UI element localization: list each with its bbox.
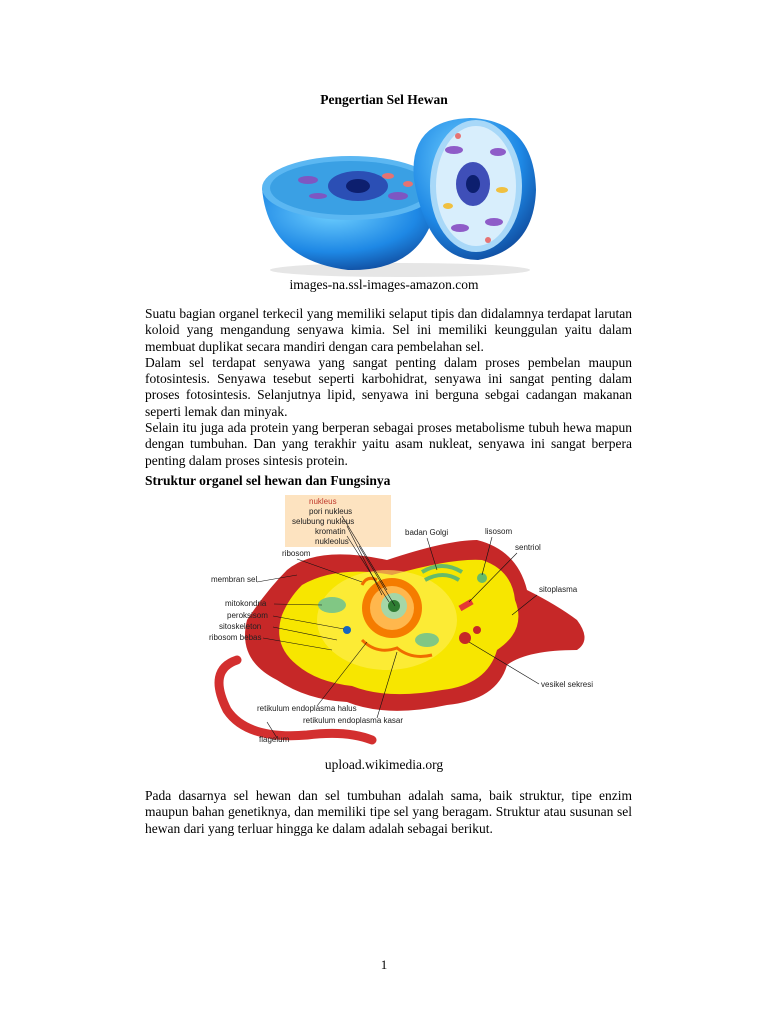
- closing-paragraph: Pada dasarnya sel hewan dan sel tumbuhan adalah sama, baik struktur, tipe enzim maupun bahan genetiknya, dan memiliki tipe sel yang beragam. Struktur atau susunan sel hewan dari yang terluar hingga ke dalam adalah sebagai berikut.: [145, 788, 632, 836]
- paragraph-3: Selain itu juga ada protein yang berperan sebagai proses metabolisme tubuh hewa mapun dengan tumbuhan. Dan yang terakhir yaitu asam nukleat, senyawa ini sangat berpera penting dalam proses sintesis protein.: [145, 420, 632, 468]
- label-flagelum: flagelum: [259, 735, 290, 744]
- page-title: Pengertian Sel Hewan: [320, 92, 448, 107]
- label-lisosom: lisosom: [485, 527, 513, 536]
- label-sentriol: sentriol: [515, 543, 541, 552]
- label-sitoskeleton: sitoskeleton: [219, 622, 262, 631]
- label-membran-sel: membran sel: [211, 575, 258, 584]
- paragraph-1: Suatu bagian organel terkecil yang memiliki selaput tipis dan didalamnya terdapat larutan koloid yang mengandung senyawa kimia. Sel ini memiliki keunggulan yaitu dalam membuat duplikat secara mandiri dengan cara pembelahan sel.: [145, 306, 632, 354]
- paragraph-2: Dalam sel terdapat senyawa yang sangat penting dalam proses pembelan maupun fotosintesis. Senyawa tesebut seperti karbohidrat, senyawa ini sangat penting dalam proses fotosintesis. Selanjutnya lipid, senyawa ini berguna sebgai cadangan makanan seperti lemak dan minyak.: [145, 354, 632, 419]
- label-sitoplasma: sitoplasma: [539, 585, 578, 594]
- label-kromatin: kromatin: [315, 527, 346, 536]
- label-mitokondria: mitokondria: [225, 599, 267, 608]
- label-pori-nukleus: pori nukleus: [309, 507, 353, 516]
- figure-2-caption: upload.wikimedia.org: [324, 757, 444, 772]
- figure-1-caption: images-na.ssl-images-amazon.com: [289, 277, 479, 292]
- label-nukleus: nukleus: [309, 497, 337, 506]
- label-vesikel-sekresi: vesikel sekresi: [541, 680, 594, 689]
- cell-3d-illustration: [258, 110, 542, 278]
- animal-cell-diagram: [197, 490, 619, 752]
- label-re-kasar: retikulum endoplasma kasar: [303, 716, 404, 725]
- intro-paragraphs: [145, 306, 632, 469]
- label-ribosom: ribosom: [282, 549, 311, 558]
- label-ribosom-bebas: ribosom bebas: [209, 633, 262, 642]
- label-re-halus: retikulum endoplasma halus: [257, 704, 357, 713]
- page-number: 1: [380, 957, 388, 972]
- label-nukleolus: nukleolus: [315, 537, 349, 546]
- label-peroksisom: peroksisom: [227, 611, 268, 620]
- label-badan-golgi: badan Golgi: [405, 528, 449, 537]
- label-selubung-nukleus: selubung nukleus: [292, 517, 355, 526]
- section-heading: Struktur organel sel hewan dan Fungsinya: [145, 473, 391, 488]
